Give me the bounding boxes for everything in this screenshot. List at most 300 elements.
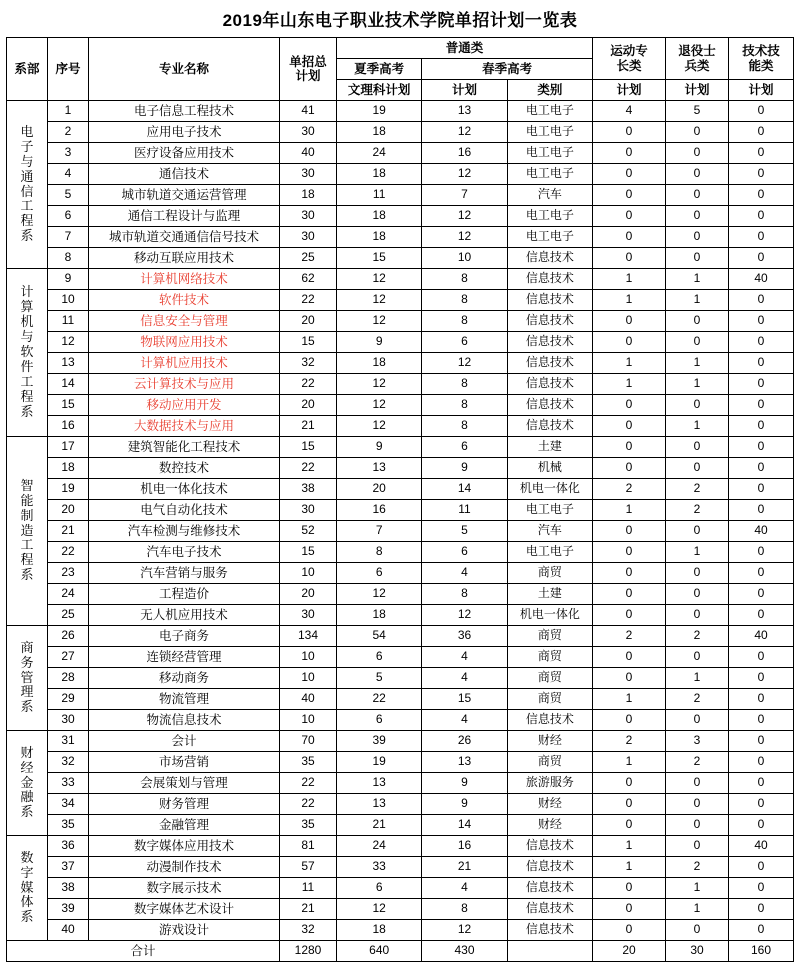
cell-major: 工程造价 [89, 584, 280, 605]
cell-sport: 1 [593, 353, 666, 374]
dept-name-char: 造 [20, 522, 34, 538]
cell-leibie: 商贸 [507, 752, 592, 773]
cell-total: 10 [280, 647, 337, 668]
cell-wenli: 9 [337, 437, 422, 458]
table-row [7, 626, 794, 647]
table-row [7, 479, 794, 500]
cell-skill: 0 [729, 710, 794, 731]
cell-total: 21 [280, 416, 337, 437]
cell-jihua: 8 [422, 584, 507, 605]
cell-sport: 0 [593, 563, 666, 584]
cell-veteran: 2 [666, 689, 729, 710]
cell-veteran: 1 [666, 416, 729, 437]
cell-veteran: 0 [666, 710, 729, 731]
cell-total: 22 [280, 794, 337, 815]
cell-total: 18 [280, 185, 337, 206]
cell-total: 70 [280, 731, 337, 752]
cell-jihua: 8 [422, 374, 507, 395]
cell-leibie: 信息技术 [507, 899, 592, 920]
cell-major: 财务管理 [89, 794, 280, 815]
summary-leibie [507, 941, 592, 962]
cell-wenli: 24 [337, 143, 422, 164]
table-row [7, 374, 794, 395]
cell-major: 金融管理 [89, 815, 280, 836]
cell-skill: 0 [729, 479, 794, 500]
cell-skill: 0 [729, 311, 794, 332]
cell-major: 软件技术 [89, 290, 280, 311]
cell-jihua: 8 [422, 395, 507, 416]
cell-skill: 0 [729, 563, 794, 584]
cell-total: 30 [280, 227, 337, 248]
cell-seq: 12 [48, 332, 89, 353]
dept-name-char: 管 [20, 669, 34, 685]
cell-major: 数控技术 [89, 458, 280, 479]
cell-leibie: 土建 [507, 437, 592, 458]
cell-jihua: 9 [422, 773, 507, 794]
cell-wenli: 22 [337, 689, 422, 710]
cell-skill: 0 [729, 647, 794, 668]
cell-veteran: 0 [666, 227, 729, 248]
header-skill-plan: 计划 [729, 80, 794, 101]
cell-sport: 1 [593, 752, 666, 773]
cell-major: 游戏设计 [89, 920, 280, 941]
table-row [7, 143, 794, 164]
cell-seq: 36 [48, 836, 89, 857]
table-row [7, 689, 794, 710]
header-veteran-plan: 计划 [666, 80, 729, 101]
header-spring: 春季高考 [422, 59, 593, 80]
cell-sport: 0 [593, 605, 666, 626]
dept-name-char: 工 [20, 373, 34, 389]
cell-skill: 0 [729, 206, 794, 227]
dept-name-char: 电 [20, 123, 34, 139]
cell-total: 22 [280, 374, 337, 395]
dept-name-char: 理 [20, 684, 34, 700]
cell-skill: 0 [729, 332, 794, 353]
dept-name-char: 经 [20, 759, 34, 775]
header-sport-line1: 运动专 [610, 44, 648, 59]
dept-name-char: 系 [20, 403, 34, 419]
cell-seq: 7 [48, 227, 89, 248]
cell-veteran: 0 [666, 332, 729, 353]
cell-veteran: 1 [666, 668, 729, 689]
cell-veteran: 0 [666, 605, 729, 626]
table-row [7, 794, 794, 815]
table-header [7, 38, 794, 101]
cell-jihua: 13 [422, 752, 507, 773]
cell-veteran: 2 [666, 479, 729, 500]
cell-wenli: 6 [337, 710, 422, 731]
cell-wenli: 18 [337, 122, 422, 143]
cell-major: 连锁经营管理 [89, 647, 280, 668]
cell-wenli: 39 [337, 731, 422, 752]
header-sport-line2: 长类 [616, 58, 642, 73]
cell-jihua: 6 [422, 332, 507, 353]
cell-seq: 15 [48, 395, 89, 416]
header-jihua: 计划 [422, 80, 507, 101]
cell-veteran: 0 [666, 122, 729, 143]
cell-leibie: 商贸 [507, 626, 592, 647]
table-row [7, 437, 794, 458]
cell-skill: 0 [729, 794, 794, 815]
cell-sport: 0 [593, 815, 666, 836]
cell-sport: 0 [593, 584, 666, 605]
dept-name-char: 件 [20, 358, 34, 374]
cell-wenli: 6 [337, 563, 422, 584]
cell-leibie: 信息技术 [507, 395, 592, 416]
cell-jihua: 12 [422, 920, 507, 941]
table-row [7, 332, 794, 353]
cell-major: 数字展示技术 [89, 878, 280, 899]
enrollment-plan-table [6, 37, 794, 962]
cell-sport: 2 [593, 731, 666, 752]
cell-sport: 1 [593, 689, 666, 710]
cell-total: 20 [280, 395, 337, 416]
cell-seq: 38 [48, 878, 89, 899]
cell-seq: 16 [48, 416, 89, 437]
dept-name-char: 系 [20, 909, 34, 925]
cell-major: 医疗设备应用技术 [89, 143, 280, 164]
cell-skill: 0 [729, 437, 794, 458]
cell-jihua: 12 [422, 605, 507, 626]
table-row [7, 605, 794, 626]
header-major: 专业名称 [89, 38, 280, 101]
cell-total: 30 [280, 206, 337, 227]
cell-jihua: 12 [422, 122, 507, 143]
cell-veteran: 3 [666, 731, 729, 752]
cell-leibie: 商贸 [507, 563, 592, 584]
cell-jihua: 4 [422, 563, 507, 584]
dept-name-char: 商 [20, 639, 34, 655]
cell-leibie: 电工电子 [507, 143, 592, 164]
table-row [7, 122, 794, 143]
table-row [7, 899, 794, 920]
cell-wenli: 12 [337, 269, 422, 290]
cell-skill: 40 [729, 626, 794, 647]
cell-leibie: 信息技术 [507, 269, 592, 290]
cell-skill: 0 [729, 416, 794, 437]
cell-sport: 1 [593, 500, 666, 521]
cell-veteran: 0 [666, 815, 729, 836]
dept-name-char: 智 [20, 477, 34, 493]
cell-veteran: 2 [666, 857, 729, 878]
cell-jihua: 5 [422, 521, 507, 542]
table-row [7, 647, 794, 668]
table-row [7, 815, 794, 836]
cell-wenli: 21 [337, 815, 422, 836]
cell-wenli: 18 [337, 605, 422, 626]
cell-jihua: 9 [422, 794, 507, 815]
cell-jihua: 13 [422, 101, 507, 122]
cell-veteran: 0 [666, 458, 729, 479]
table-row [7, 227, 794, 248]
cell-skill: 0 [729, 227, 794, 248]
table-row [7, 584, 794, 605]
cell-seq: 1 [48, 101, 89, 122]
cell-seq: 14 [48, 374, 89, 395]
cell-seq: 13 [48, 353, 89, 374]
cell-sport: 0 [593, 899, 666, 920]
cell-skill: 0 [729, 101, 794, 122]
cell-total: 20 [280, 311, 337, 332]
summary-veteran: 30 [666, 941, 729, 962]
cell-sport: 0 [593, 647, 666, 668]
cell-leibie: 信息技术 [507, 248, 592, 269]
header-wenli: 文理科计划 [337, 80, 422, 101]
cell-skill: 40 [729, 836, 794, 857]
cell-skill: 0 [729, 248, 794, 269]
cell-leibie: 信息技术 [507, 311, 592, 332]
cell-skill: 0 [729, 752, 794, 773]
cell-skill: 0 [729, 584, 794, 605]
summary-wenli: 640 [337, 941, 422, 962]
cell-sport: 1 [593, 857, 666, 878]
cell-leibie: 信息技术 [507, 416, 592, 437]
cell-major: 移动互联应用技术 [89, 248, 280, 269]
cell-wenli: 12 [337, 311, 422, 332]
cell-skill: 0 [729, 878, 794, 899]
table-row [7, 311, 794, 332]
cell-total: 32 [280, 920, 337, 941]
dept-name-char: 媒 [20, 879, 34, 895]
cell-wenli: 6 [337, 878, 422, 899]
cell-sport: 4 [593, 101, 666, 122]
cell-total: 40 [280, 689, 337, 710]
cell-leibie: 电工电子 [507, 101, 592, 122]
cell-leibie: 财经 [507, 794, 592, 815]
summary-sport: 20 [593, 941, 666, 962]
summary-label: 合计 [7, 941, 280, 962]
cell-skill: 0 [729, 500, 794, 521]
cell-major: 无人机应用技术 [89, 605, 280, 626]
cell-skill: 0 [729, 374, 794, 395]
table-row [7, 164, 794, 185]
cell-veteran: 1 [666, 374, 729, 395]
cell-veteran: 5 [666, 101, 729, 122]
cell-seq: 22 [48, 542, 89, 563]
cell-total: 25 [280, 248, 337, 269]
cell-skill: 0 [729, 542, 794, 563]
cell-sport: 2 [593, 479, 666, 500]
cell-major: 信息安全与管理 [89, 311, 280, 332]
cell-sport: 2 [593, 626, 666, 647]
table-row [7, 878, 794, 899]
cell-wenli: 24 [337, 836, 422, 857]
cell-sport: 0 [593, 395, 666, 416]
cell-wenli: 18 [337, 164, 422, 185]
cell-total: 134 [280, 626, 337, 647]
header-veteran-line2: 兵类 [684, 58, 710, 73]
cell-leibie: 信息技术 [507, 878, 592, 899]
cell-veteran: 0 [666, 311, 729, 332]
table-row [7, 668, 794, 689]
cell-skill: 0 [729, 731, 794, 752]
cell-total: 22 [280, 290, 337, 311]
cell-skill: 0 [729, 164, 794, 185]
cell-veteran: 1 [666, 353, 729, 374]
cell-leibie: 土建 [507, 584, 592, 605]
dept-cell [7, 269, 48, 437]
cell-seq: 8 [48, 248, 89, 269]
cell-skill: 0 [729, 353, 794, 374]
header-dept: 系部 [7, 38, 48, 101]
dept-name-char: 工 [20, 537, 34, 553]
cell-veteran: 0 [666, 437, 729, 458]
cell-seq: 40 [48, 920, 89, 941]
cell-major: 城市轨道交通通信信号技术 [89, 227, 280, 248]
cell-sport: 0 [593, 542, 666, 563]
cell-veteran: 1 [666, 542, 729, 563]
cell-major: 电气自动化技术 [89, 500, 280, 521]
cell-major: 汽车营销与服务 [89, 563, 280, 584]
cell-skill: 0 [729, 857, 794, 878]
dept-name-char: 系 [20, 804, 34, 820]
cell-major: 物流信息技术 [89, 710, 280, 731]
cell-sport: 0 [593, 794, 666, 815]
cell-seq: 20 [48, 500, 89, 521]
dept-name-char: 程 [20, 213, 34, 229]
table-row [7, 920, 794, 941]
cell-seq: 3 [48, 143, 89, 164]
cell-veteran: 0 [666, 164, 729, 185]
cell-major: 云计算技术与应用 [89, 374, 280, 395]
cell-seq: 32 [48, 752, 89, 773]
cell-jihua: 4 [422, 878, 507, 899]
cell-wenli: 7 [337, 521, 422, 542]
dept-name-char: 能 [20, 492, 34, 508]
header-seq: 序号 [48, 38, 89, 101]
cell-major: 城市轨道交通运营管理 [89, 185, 280, 206]
cell-sport: 1 [593, 836, 666, 857]
cell-seq: 4 [48, 164, 89, 185]
cell-sport: 1 [593, 290, 666, 311]
cell-major: 机电一体化技术 [89, 479, 280, 500]
cell-major: 通信技术 [89, 164, 280, 185]
cell-veteran: 0 [666, 395, 729, 416]
cell-jihua: 16 [422, 143, 507, 164]
cell-jihua: 4 [422, 710, 507, 731]
cell-wenli: 12 [337, 374, 422, 395]
cell-seq: 11 [48, 311, 89, 332]
dept-name-char: 算 [20, 299, 34, 315]
summary-total: 1280 [280, 941, 337, 962]
cell-leibie: 电工电子 [507, 164, 592, 185]
table-row [7, 500, 794, 521]
dept-name-char: 务 [20, 654, 34, 670]
cell-jihua: 16 [422, 836, 507, 857]
table-row [7, 731, 794, 752]
cell-leibie: 信息技术 [507, 374, 592, 395]
cell-skill: 0 [729, 668, 794, 689]
summary-jihua: 430 [422, 941, 507, 962]
cell-wenli: 12 [337, 290, 422, 311]
table-row [7, 458, 794, 479]
cell-major: 会计 [89, 731, 280, 752]
dept-cell [7, 731, 48, 836]
cell-total: 30 [280, 500, 337, 521]
cell-seq: 35 [48, 815, 89, 836]
cell-leibie: 信息技术 [507, 920, 592, 941]
cell-seq: 33 [48, 773, 89, 794]
header-sport-plan: 计划 [593, 80, 666, 101]
cell-seq: 31 [48, 731, 89, 752]
dept-cell [7, 101, 48, 269]
cell-skill: 40 [729, 521, 794, 542]
cell-jihua: 6 [422, 542, 507, 563]
cell-wenli: 9 [337, 332, 422, 353]
cell-leibie: 信息技术 [507, 857, 592, 878]
cell-sport: 1 [593, 269, 666, 290]
cell-wenli: 13 [337, 794, 422, 815]
summary-skill: 160 [729, 941, 794, 962]
cell-wenli: 15 [337, 248, 422, 269]
cell-seq: 27 [48, 647, 89, 668]
cell-skill: 0 [729, 920, 794, 941]
cell-total: 15 [280, 332, 337, 353]
cell-skill: 0 [729, 122, 794, 143]
cell-total: 62 [280, 269, 337, 290]
cell-sport: 0 [593, 920, 666, 941]
cell-jihua: 6 [422, 437, 507, 458]
cell-veteran: 1 [666, 269, 729, 290]
cell-skill: 0 [729, 773, 794, 794]
cell-wenli: 12 [337, 584, 422, 605]
header-skill-line2: 能类 [748, 58, 774, 73]
table-row [7, 353, 794, 374]
dept-name-char: 通 [20, 168, 34, 184]
cell-leibie: 汽车 [507, 185, 592, 206]
dept-name-char: 信 [20, 183, 34, 199]
cell-seq: 19 [48, 479, 89, 500]
page-title: 2019年山东电子职业技术学院单招计划一览表 [222, 11, 578, 30]
cell-skill: 0 [729, 605, 794, 626]
dept-name-char: 系 [20, 699, 34, 715]
table-row [7, 206, 794, 227]
dept-cell [7, 836, 48, 941]
table-row [7, 269, 794, 290]
cell-veteran: 1 [666, 878, 729, 899]
cell-leibie: 机电一体化 [507, 605, 592, 626]
cell-total: 81 [280, 836, 337, 857]
cell-sport: 0 [593, 227, 666, 248]
cell-total: 20 [280, 584, 337, 605]
cell-sport: 0 [593, 773, 666, 794]
cell-total: 32 [280, 353, 337, 374]
cell-total: 38 [280, 479, 337, 500]
table-row [7, 752, 794, 773]
cell-total: 11 [280, 878, 337, 899]
cell-major: 电子信息工程技术 [89, 101, 280, 122]
cell-wenli: 8 [337, 542, 422, 563]
cell-total: 15 [280, 437, 337, 458]
cell-jihua: 36 [422, 626, 507, 647]
cell-veteran: 2 [666, 500, 729, 521]
cell-skill: 0 [729, 458, 794, 479]
cell-veteran: 0 [666, 920, 729, 941]
cell-seq: 10 [48, 290, 89, 311]
cell-total: 10 [280, 668, 337, 689]
cell-skill: 0 [729, 689, 794, 710]
cell-sport: 0 [593, 206, 666, 227]
cell-jihua: 8 [422, 416, 507, 437]
cell-jihua: 14 [422, 815, 507, 836]
table-row [7, 710, 794, 731]
cell-seq: 23 [48, 563, 89, 584]
dept-name-char: 制 [20, 507, 34, 523]
table-row [7, 416, 794, 437]
cell-total: 30 [280, 164, 337, 185]
table-body [7, 101, 794, 962]
